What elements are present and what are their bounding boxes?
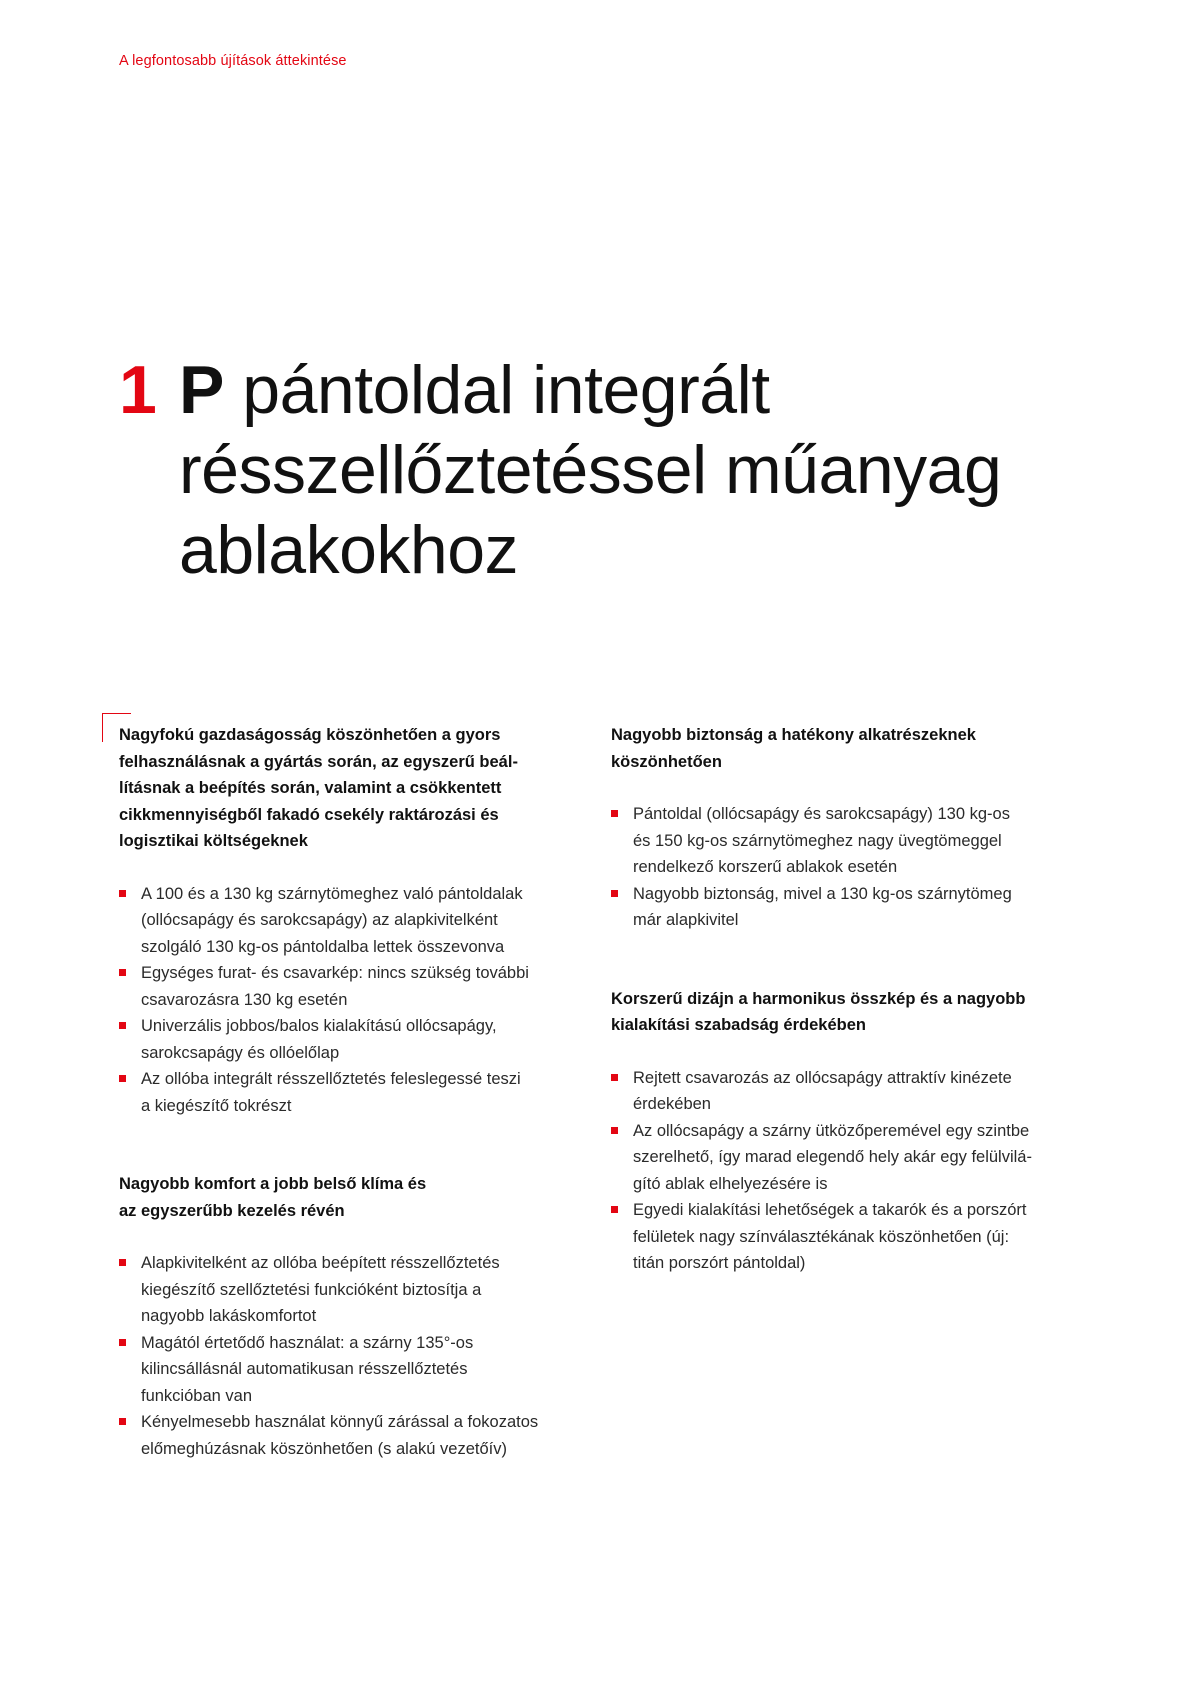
- list-item: [611, 1118, 1091, 1198]
- list-item: [119, 1250, 584, 1330]
- bullet-list: [119, 1250, 584, 1462]
- right-column: [611, 722, 1091, 1277]
- list-item-line: felületek nagy színválasztékának köszönhetően (új:: [633, 1227, 1010, 1246]
- section-heading-line: kialakítási szabadság érdekében: [611, 1016, 866, 1034]
- title-bold-prefix: P: [179, 352, 224, 428]
- list-item-line: Kényelmesebb használat könnyű zárással a fokozatos: [141, 1413, 539, 1431]
- title-line-1-rest: pántoldal integrált: [223, 352, 770, 428]
- square-bullet-icon: [611, 1074, 618, 1081]
- list-item-line: A 100 és a 130 kg szárnytömeghez való pántoldalak: [141, 884, 523, 903]
- section: [119, 1171, 584, 1462]
- list-item: [611, 801, 1091, 881]
- list-item-line: szolgáló 130 kg-os pántoldalba lettek összevonva: [141, 937, 505, 956]
- page-title: [119, 350, 1099, 590]
- section-heading-line: Nagyobb biztonság a hatékony alkatrészeknek: [611, 726, 976, 744]
- bullet-list: [119, 881, 584, 1120]
- list-item-line: rendelkező korszerű ablakok esetén: [633, 858, 898, 876]
- chapter-number: 1: [119, 352, 157, 428]
- square-bullet-icon: [119, 890, 126, 897]
- list-item: [611, 1065, 1091, 1118]
- section-heading-line: köszönhetően: [611, 752, 722, 771]
- list-item-line: Egyedi kialakítási lehetőségek a takarók és a porszórt: [633, 1201, 1027, 1219]
- list-item: [119, 1066, 584, 1119]
- list-item-line: (ollócsapágy és sarokcsapágy) az alapkivitelként: [141, 911, 498, 929]
- title-line-3: ablakokhoz: [179, 512, 519, 588]
- list-item-line: Pántoldal (ollócsapágy és sarokcsapágy) 130 kg-os: [633, 805, 1010, 823]
- section: [611, 986, 1091, 1277]
- list-item-line: Egységes furat- és csavarkép: nincs szükség további: [141, 964, 529, 982]
- list-item: [119, 960, 584, 1013]
- list-item-line: Nagyobb biztonság, mivel a 130 kg-os szárnytömeg: [633, 884, 1012, 903]
- list-item-line: Az ollócsapágy a szárny ütközőperemével egy szintbe: [633, 1121, 1030, 1140]
- list-item-line: kiegészítő szellőztetési funkcióként biztosítja a: [141, 1280, 482, 1299]
- square-bullet-icon: [119, 1075, 126, 1082]
- section-heading-line: az egyszerűbb kezelés révén: [119, 1201, 345, 1220]
- list-item-line: szerelhető, így marad elegendő hely akár egy felülvilá-: [633, 1148, 1032, 1166]
- section-heading: [119, 1171, 584, 1224]
- bullet-list: [611, 801, 1091, 934]
- section-heading-line: Nagyfokú gazdaságosság köszönhetően a gyors: [119, 726, 501, 744]
- running-header: A legfontosabb újítások áttekintése: [119, 53, 347, 69]
- list-item-line: Univerzális jobbos/balos kialakítású ollócsapágy,: [141, 1017, 497, 1035]
- list-item-line: csavarozásra 130 kg esetén: [141, 990, 348, 1009]
- square-bullet-icon: [611, 1127, 618, 1134]
- list-item-line: előmeghúzásnak köszönhetően (s alakú vezetőív): [141, 1439, 507, 1458]
- list-item: [119, 1330, 584, 1410]
- section-heading: [611, 986, 1091, 1039]
- square-bullet-icon: [119, 1259, 126, 1266]
- square-bullet-icon: [611, 1206, 618, 1213]
- section-heading-line: cikkmennyiségből fakadó csekély raktározási és: [119, 805, 499, 824]
- list-item-line: a kiegészítő tokrészt: [141, 1096, 292, 1115]
- list-item-line: Magától értetődő használat: a szárny 135°-os: [141, 1333, 474, 1352]
- list-item: [611, 881, 1091, 934]
- square-bullet-icon: [119, 1418, 126, 1425]
- list-item-line: Rejtett csavarozás az ollócsapágy attraktív kinézete: [633, 1068, 1012, 1087]
- list-item-line: és 150 kg-os szárnytömeghez nagy üvegtömeggel: [633, 831, 1002, 850]
- list-item: [119, 881, 584, 961]
- square-bullet-icon: [611, 810, 618, 817]
- list-item-line: már alapkivitel: [633, 911, 739, 929]
- section-heading-line: logisztikai költségeknek: [119, 832, 308, 850]
- list-item: [611, 1197, 1091, 1277]
- square-bullet-icon: [119, 1339, 126, 1346]
- section-heading-line: lításnak a beépítés során, valamint a csökkentett: [119, 779, 502, 797]
- list-item: [119, 1013, 584, 1066]
- list-item-line: érdekében: [633, 1095, 711, 1113]
- section-heading-line: felhasználásnak a gyártás során, az egyszerű beál-: [119, 752, 518, 771]
- bullet-list: [611, 1065, 1091, 1277]
- section: [119, 722, 584, 1119]
- section-heading: [119, 722, 584, 855]
- list-item-line: Az ollóba integrált résszellőztetés feleslegessé teszi: [141, 1070, 521, 1088]
- list-item-line: funkcióban van: [141, 1386, 252, 1405]
- section: [611, 722, 1091, 934]
- square-bullet-icon: [611, 890, 618, 897]
- section-heading-line: Nagyobb komfort a jobb belső klíma és: [119, 1175, 427, 1193]
- list-item-line: gító ablak elhelyezésére is: [633, 1174, 828, 1193]
- list-item: [119, 1409, 584, 1462]
- title-line-1: [179, 350, 1099, 430]
- list-item-line: Alapkivitelként az ollóba beépített résszellőztetés: [141, 1254, 500, 1272]
- title-text: [179, 350, 1099, 590]
- title-line-2: résszellőztetéssel műanyag: [179, 432, 1002, 508]
- square-bullet-icon: [119, 1022, 126, 1029]
- list-item-line: titán porszórt pántoldal): [633, 1254, 806, 1272]
- left-column: [119, 722, 584, 1462]
- list-item-line: sarokcsapágy és ollóelőlap: [141, 1043, 340, 1062]
- section-heading-line: Korszerű dizájn a harmonikus összkép és a nagyobb: [611, 989, 1026, 1008]
- list-item-line: nagyobb lakáskomfortot: [141, 1307, 317, 1325]
- square-bullet-icon: [119, 969, 126, 976]
- list-item-line: kilincsállásnál automatikusan résszellőztetés: [141, 1360, 468, 1378]
- section-heading: [611, 722, 1091, 775]
